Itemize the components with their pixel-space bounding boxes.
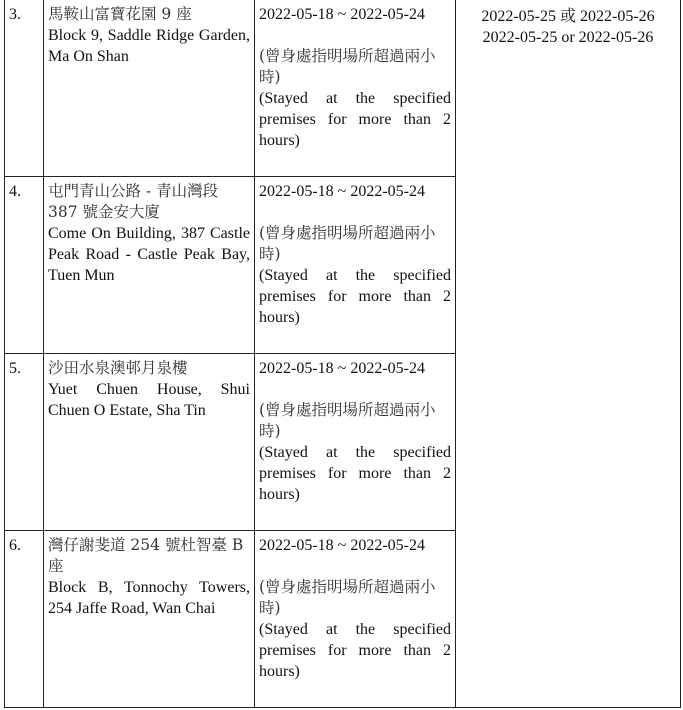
period-cell	[255, 531, 456, 708]
note-chinese: (曾身處指明場所超過兩小時)	[259, 47, 436, 86]
period-cell	[255, 177, 456, 354]
table-row	[5, 0, 681, 177]
note-english: (Stayed at the specified premises for more than 2 hours)	[259, 444, 451, 503]
date-range: 2022-05-18 ~ 2022-05-24	[259, 6, 425, 23]
test-dates-cell	[456, 0, 681, 708]
row-number: 4.	[5, 177, 44, 354]
address-cell	[44, 0, 255, 177]
address-english: Come On Building, 387 Castle Peak Road - Castle Peak Bay, Tuen Mun	[48, 225, 250, 284]
note-chinese: (曾身處指明場所超過兩小時)	[259, 401, 436, 440]
premises-table-grid	[4, 0, 681, 708]
address-chinese: 屯門青山公路 - 青山灣段 387 號金安大廈	[48, 182, 219, 221]
row-number: 5.	[5, 354, 44, 531]
address-cell	[44, 177, 255, 354]
date-range: 2022-05-18 ~ 2022-05-24	[259, 360, 425, 377]
note-chinese: (曾身處指明場所超過兩小時)	[259, 578, 436, 617]
note-chinese: (曾身處指明場所超過兩小時)	[259, 224, 436, 263]
address-english: Block B, Tonnochy Towers, 254 Jaffe Road, Wan Chai	[48, 579, 250, 617]
address-chinese: 灣仔謝斐道 254 號杜智臺 B 座	[48, 536, 244, 575]
address-english: Block 9, Saddle Ridge Garden, Ma On Shan	[48, 27, 250, 65]
address-cell	[44, 531, 255, 708]
address-english: Yuet Chuen House, Shui Chuen O Estate, Sha Tin	[48, 381, 250, 419]
date-range: 2022-05-18 ~ 2022-05-24	[259, 537, 425, 554]
note-english: (Stayed at the specified premises for more than 2 hours)	[259, 267, 451, 326]
period-cell	[255, 0, 456, 177]
row-number: 3.	[5, 0, 44, 177]
address-cell	[44, 354, 255, 531]
date-range: 2022-05-18 ~ 2022-05-24	[259, 183, 425, 200]
address-chinese: 馬鞍山富寶花園 9 座	[48, 5, 192, 23]
address-chinese: 沙田水泉澳邨月泉樓	[48, 359, 188, 377]
note-english: (Stayed at the specified premises for more than 2 hours)	[259, 90, 451, 149]
row-number: 6.	[5, 531, 44, 708]
note-english: (Stayed at the specified premises for more than 2 hours)	[259, 621, 451, 680]
period-cell	[255, 354, 456, 531]
test-dates-chinese: 2022-05-25 或 2022-05-26	[481, 8, 655, 25]
test-dates-english: 2022-05-25 or 2022-05-26	[482, 29, 654, 46]
